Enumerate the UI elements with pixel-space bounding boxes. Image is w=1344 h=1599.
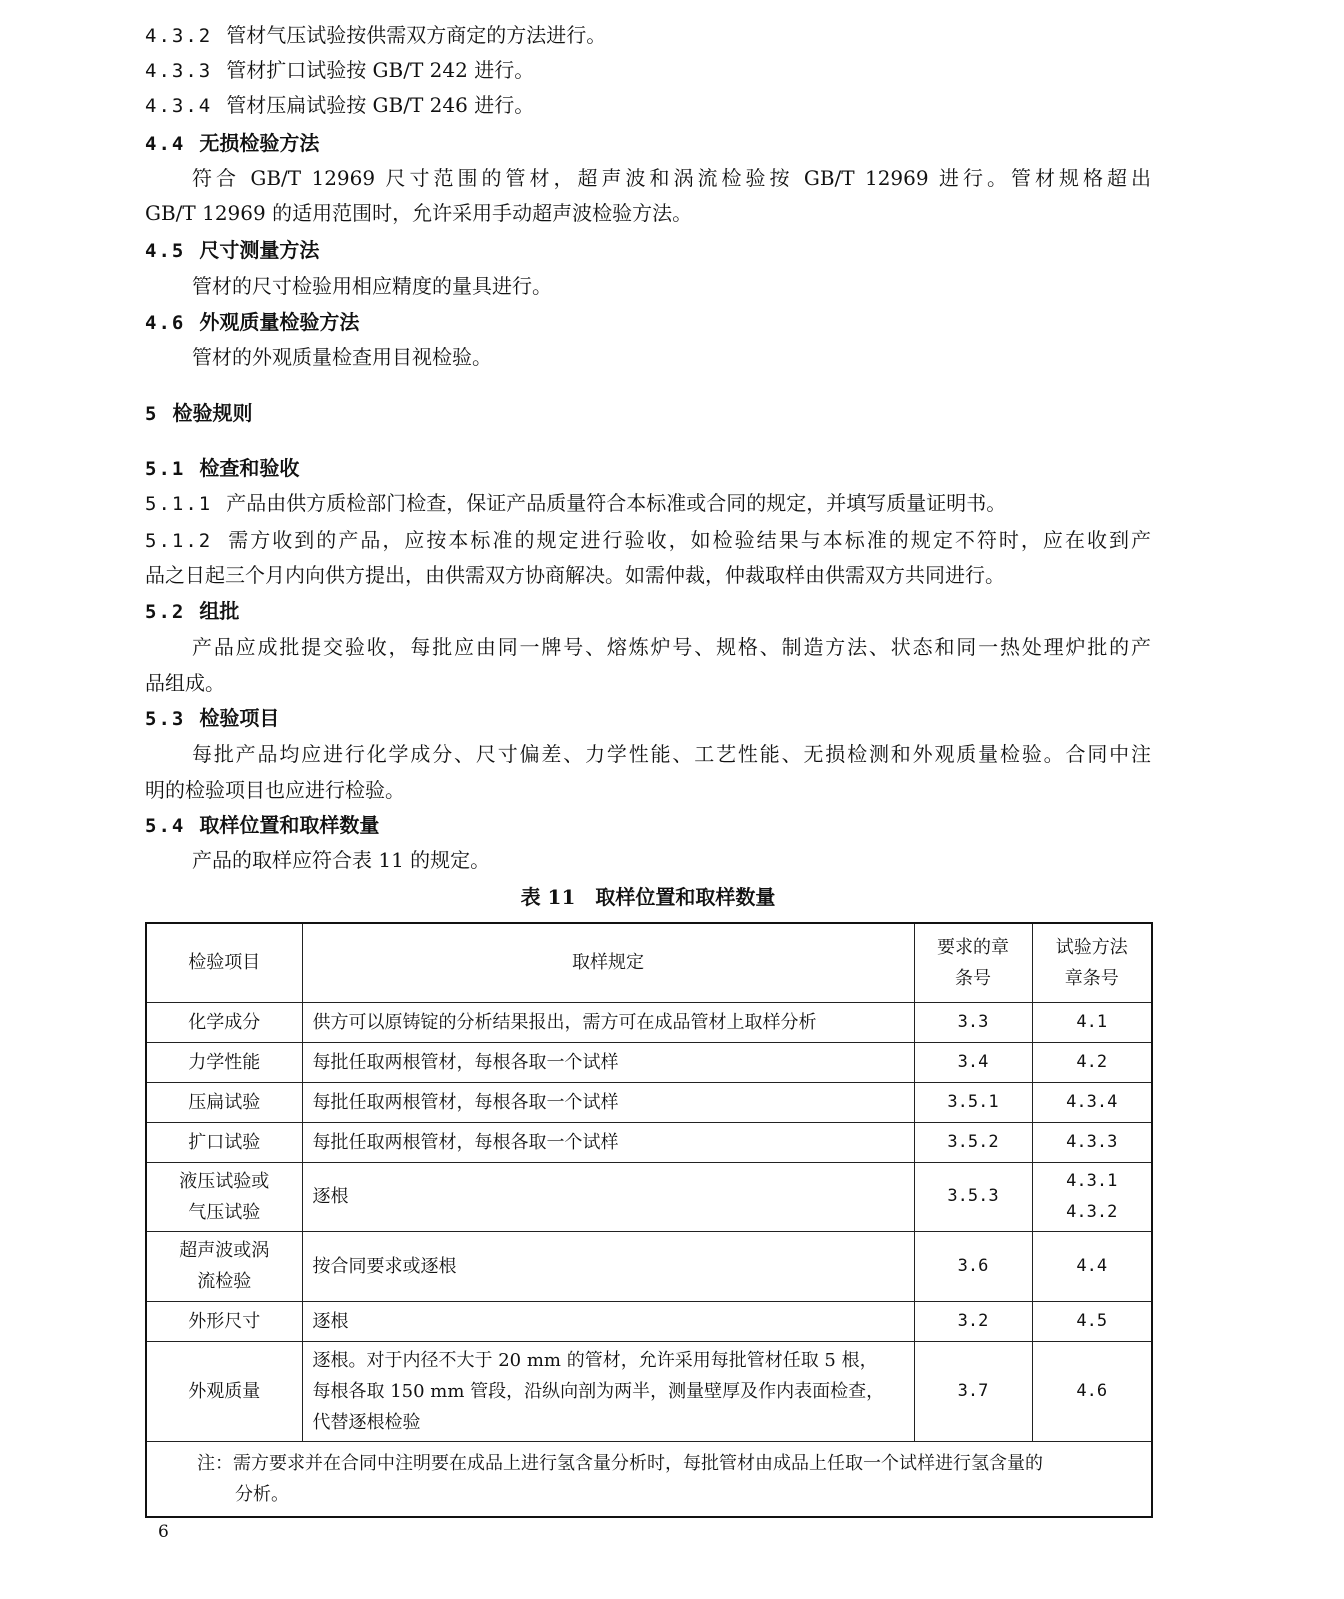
header-cell	[1032, 923, 1152, 1002]
requirement-clause-cell	[914, 1122, 1032, 1162]
paragraph-line: 品之日起三个月内向供方提出，由供需双方协商解决。如需仲裁，仲裁取样由供需双方共同进行。	[145, 563, 1005, 587]
cell-text-line: 按合同要求或逐根	[312, 1255, 457, 1277]
table-note-row	[146, 1441, 1152, 1517]
cell-text-line: 力学性能	[188, 1051, 261, 1073]
test-method-clause-cell	[1032, 1122, 1152, 1162]
sampling-rule-cell	[302, 1042, 914, 1082]
heading-5-4: 5.4 取样位置和取样数量	[145, 813, 380, 837]
cell-text-line: 流检验	[197, 1271, 252, 1292]
requirement-clause-cell	[914, 1162, 1032, 1231]
heading-4-5: 4.5 尺寸测量方法	[145, 238, 320, 262]
test-method-clause-cell	[1032, 1042, 1152, 1082]
paragraph-line: 明的检验项目也应进行检验。	[145, 778, 405, 802]
cell-text-line: 章条号	[1064, 967, 1119, 989]
sampling-rule-cell	[302, 1082, 914, 1122]
cell-text-line: 每根各取 150 mm 管段，沿纵向剖为两半，测量壁厚及作内表面检查，	[312, 1380, 885, 1402]
cell-text-line: 代替逐根检验	[312, 1411, 421, 1433]
inspection-item-cell	[146, 1162, 302, 1231]
test-method-clause-cell	[1032, 1002, 1152, 1042]
cell-text-line: 4.3.3	[1066, 1131, 1118, 1152]
cell-text-line: 气压试验	[188, 1201, 261, 1223]
table-row	[146, 1231, 1152, 1301]
cell-text-line: 每批任取两根管材，每根各取一个试样	[312, 1091, 619, 1113]
cell-text-line: 要求的章	[937, 936, 1009, 958]
inspection-item-cell	[146, 1301, 302, 1341]
cell-text-line: 4.3.2	[1066, 1201, 1118, 1222]
sampling-table	[145, 922, 1153, 1518]
inspection-item-cell	[146, 1122, 302, 1162]
cell-text-line: 注：需方要求并在合同中注明要在成品上进行氢含量分析时，每批管材由成品上任取一个试样进行氢含量的	[197, 1452, 1043, 1474]
sampling-rule-cell	[302, 1002, 914, 1042]
cell-text-line: 3.5.2	[947, 1131, 999, 1152]
cell-text-line: 4.3.1	[1066, 1170, 1118, 1191]
paragraph-line: 每批产品均应进行化学成分、尺寸偏差、力学性能、工艺性能、无损检测和外观质量检验。合同中注	[192, 742, 1151, 766]
sampling-rule-cell	[302, 1341, 914, 1441]
cell-text-line: 供方可以原铸锭的分析结果报出，需方可在成品管材上取样分析	[312, 1011, 817, 1033]
table-row	[146, 1122, 1152, 1162]
table-row	[146, 1301, 1152, 1341]
paragraph-line: 管材的外观质量检查用目视检验。	[192, 345, 492, 369]
heading-5-1: 5.1 检查和验收	[145, 456, 300, 480]
sampling-rule-cell	[302, 1231, 914, 1301]
clause-4-3-4: 4.3.4 管材压扁试验按 GB/T 246 进行。	[145, 93, 535, 117]
table-row	[146, 1082, 1152, 1122]
cell-text-line: 3.3	[957, 1011, 989, 1032]
cell-text-line: 3.7	[957, 1380, 989, 1401]
page-number: 6	[158, 1522, 169, 1542]
table-caption: 表 11 取样位置和取样数量	[520, 885, 776, 909]
clause-4-3-3: 4.3.3 管材扩口试验按 GB/T 242 进行。	[145, 58, 535, 82]
header-cell	[302, 923, 914, 1002]
test-method-clause-cell	[1032, 1231, 1152, 1301]
cell-text-line: 逐根	[312, 1186, 349, 1207]
cell-text-line: 4.1	[1076, 1011, 1108, 1032]
cell-text-line: 外观质量	[188, 1380, 261, 1402]
requirement-clause-cell	[914, 1231, 1032, 1301]
cell-text-line: 4.3.4	[1066, 1091, 1118, 1112]
table-header-row	[146, 923, 1152, 1002]
cell-text-line: 外形尺寸	[188, 1310, 261, 1332]
heading-4-6: 4.6 外观质量检验方法	[145, 310, 360, 334]
table-row	[146, 1002, 1152, 1042]
paragraph-line: 品组成。	[145, 671, 225, 695]
table-note	[146, 1441, 1152, 1517]
table-row	[146, 1042, 1152, 1082]
sampling-rule-cell	[302, 1162, 914, 1231]
cell-text-line: 条号	[955, 967, 991, 989]
cell-text-line: 压扁试验	[188, 1091, 261, 1113]
cell-text-line: 3.5.3	[947, 1186, 999, 1206]
cell-text-line: 4.6	[1076, 1380, 1108, 1401]
cell-text-line: 每批任取两根管材，每根各取一个试样	[312, 1051, 619, 1073]
cell-text-line: 扩口试验	[188, 1131, 261, 1153]
header-cell	[146, 923, 302, 1002]
clause-5-1-1: 5.1.1 产品由供方质检部门检查，保证产品质量符合本标准或合同的规定，并填写质量证明书。	[145, 491, 1007, 515]
test-method-clause-cell	[1032, 1082, 1152, 1122]
paragraph-line: 产品应成批提交验收，每批应由同一牌号、熔炼炉号、规格、制造方法、状态和同一热处理炉批的产	[192, 635, 1151, 659]
table-row	[146, 1341, 1152, 1441]
cell-text-line: 每批任取两根管材，每根各取一个试样	[312, 1131, 619, 1153]
requirement-clause-cell	[914, 1042, 1032, 1082]
header-cell	[914, 923, 1032, 1002]
requirement-clause-cell	[914, 1082, 1032, 1122]
requirement-clause-cell	[914, 1341, 1032, 1441]
clause-5-1-2: 5.1.2 需方收到的产品，应按本标准的规定进行验收，如检验结果与本标准的规定不符时，应在收到产	[145, 528, 1151, 552]
cell-text-line: 3.4	[957, 1051, 989, 1072]
heading-4-4: 4.4 无损检验方法	[145, 131, 320, 155]
cell-text-line: 液压试验或	[179, 1170, 270, 1192]
inspection-item-cell	[146, 1082, 302, 1122]
inspection-item-cell	[146, 1341, 302, 1441]
test-method-clause-cell	[1032, 1301, 1152, 1341]
cell-text-line: 4.5	[1076, 1310, 1108, 1331]
sampling-rule-cell	[302, 1301, 914, 1341]
heading-5: 5 检验规则	[145, 401, 253, 425]
cell-text-line: 3.2	[957, 1310, 989, 1331]
cell-text-line: 3.6	[957, 1255, 989, 1276]
paragraph-line: 管材的尺寸检验用相应精度的量具进行。	[192, 274, 552, 298]
inspection-item-cell	[146, 1231, 302, 1301]
table-row	[146, 1162, 1152, 1231]
cell-text-line: 逐根	[312, 1310, 349, 1332]
requirement-clause-cell	[914, 1301, 1032, 1341]
cell-text-line: 3.5.1	[947, 1091, 999, 1112]
cell-text-line: 超声波或涡	[179, 1240, 270, 1261]
inspection-item-cell	[146, 1002, 302, 1042]
requirement-clause-cell	[914, 1002, 1032, 1042]
cell-text-line: 4.4	[1076, 1255, 1108, 1276]
cell-text-line: 逐根。对于内径不大于 20 mm 的管材，允许采用每批管材任取 5 根，	[312, 1349, 878, 1371]
paragraph-line: 符合 GB/T 12969 尺寸范围的管材，超声波和涡流检验按 GB/T 12969 进行。管材规格超出	[192, 166, 1151, 190]
heading-5-3: 5.3 检验项目	[145, 706, 280, 730]
sampling-rule-cell	[302, 1122, 914, 1162]
cell-text-line: 化学成分	[188, 1011, 261, 1033]
inspection-item-cell	[146, 1042, 302, 1082]
paragraph-line: 产品的取样应符合表 11 的规定。	[192, 848, 491, 872]
cell-text-line: 试验方法	[1055, 936, 1128, 958]
test-method-clause-cell	[1032, 1341, 1152, 1441]
test-method-clause-cell	[1032, 1162, 1152, 1231]
cell-text-line: 4.2	[1076, 1051, 1108, 1072]
clause-4-3-2: 4.3.2 管材气压试验按供需双方商定的方法进行。	[145, 23, 607, 47]
cell-text-line: 检验项目	[188, 952, 261, 974]
cell-text-line: 取样规定	[572, 952, 644, 974]
heading-5-2: 5.2 组批	[145, 599, 240, 623]
paragraph-line: GB/T 12969 的适用范围时，允许采用手动超声波检验方法。	[145, 201, 693, 225]
cell-text-line: 分析。	[235, 1483, 289, 1505]
